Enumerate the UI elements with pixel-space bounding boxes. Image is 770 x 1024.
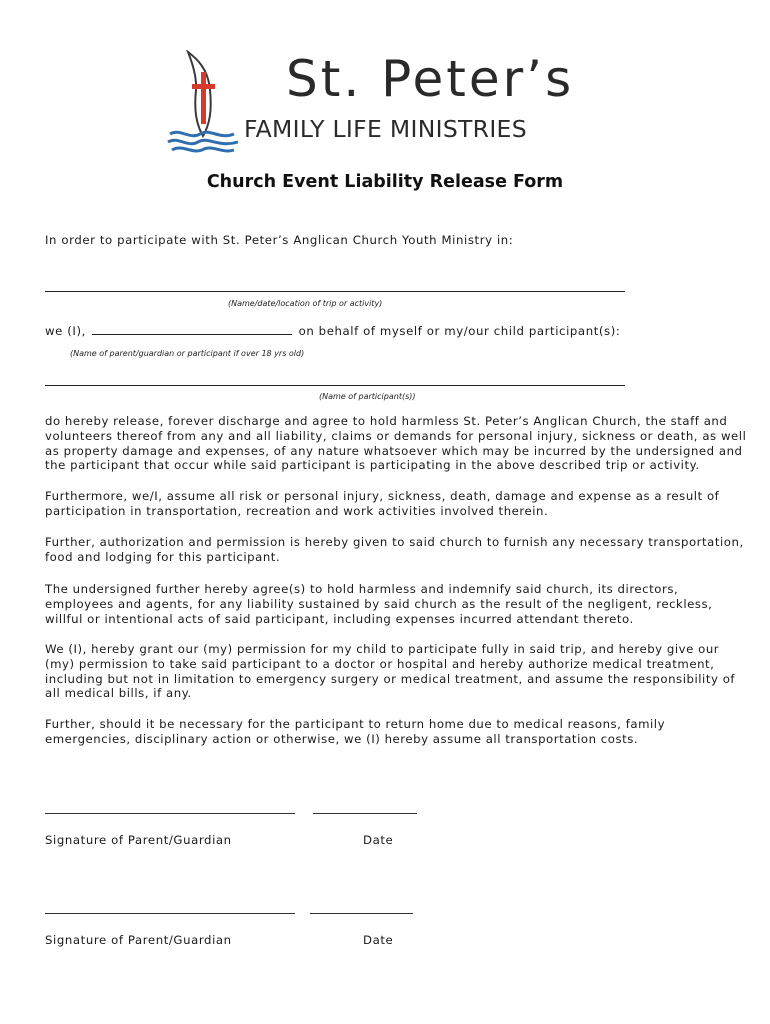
paragraph-line: participation in transportation, recreation and work activities involved therein. [45,503,549,518]
paragraph-line: Furthermore, we/I, assume all risk or personal injury, sickness, death, damage and expense as a result of [45,489,720,503]
paragraph-line: volunteers thereof from any and all liability, claims or demands for personal injury, sickness or death, as well [45,428,747,443]
brand-subtitle: FAMILY LIFE MINISTRIES [244,115,527,143]
participant-name-field[interactable] [45,385,625,386]
paragraph-line: do hereby release, forever discharge and agree to hold harmless St. Peter’s Anglican Church, the staff and [45,414,728,428]
paragraph-line: the participant that occur while said participant is participating in the above described trip or activity. [45,458,700,473]
paragraph-line: Further, should it be necessary for the participant to return home due to medical reasons, family [45,717,666,731]
date-label-1: Date [363,833,394,847]
paragraph-line: emergencies, disciplinary action or otherwise, we (I) hereby assume all transportation costs. [45,731,639,746]
date-field-2[interactable] [310,913,413,914]
paragraph-line: employees and agents, for any liability sustained by said church as the result of the negligent, reckless, [45,596,713,611]
release-paragraph [45,414,747,473]
date-label-2: Date [363,933,394,947]
we-prefix-text: we (I), [45,324,86,338]
signature-field-1[interactable] [45,813,295,814]
paragraph-line: Further, authorization and permission is hereby given to said church to furnish any necessary transportation, [45,535,744,549]
paragraph-line: We (I), hereby grant our (my) permission for my child to participate fully in said trip, and hereby give our [45,642,720,656]
paragraph-line: including but not in limitation to emergency surgery or medical treatment, and assume the responsibility of [45,671,736,686]
paragraph-line: willful or intentional acts of said participant, including expenses incurred attendant thereto. [45,611,634,626]
brand-name: St. Peter’s [286,50,575,108]
parent-name-caption: (Name of parent/guardian or participant if over 18 yrs old) [70,349,305,358]
signature-label-1: Signature of Parent/Guardian [45,833,232,847]
paragraph-line: food and lodging for this participant. [45,549,281,564]
participant-name-caption: (Name of participant(s)) [319,392,416,401]
signature-label-2: Signature of Parent/Guardian [45,933,232,947]
we-suffix-text: on behalf of myself or my/our child participant(s): [298,324,621,338]
transportation-costs-paragraph [45,717,735,747]
paragraph-line: as property damage and expenses, of any nature whatsoever which may be incurred by the undersigned and [45,443,743,458]
date-field-1[interactable] [313,813,417,814]
parent-name-row [45,324,620,339]
trip-activity-caption: (Name/date/location of trip or activity) [228,299,383,308]
signature-field-2[interactable] [45,913,295,914]
fish-cross-waves-icon [166,50,240,155]
paragraph-line: (my) permission to take said participant to a doctor or hospital and hereby authorize medical treatment, [45,656,715,671]
paragraph-line: The undersigned further hereby agree(s) to hold harmless and indemnify said church, its directors, [45,582,679,596]
intro-text: In order to participate with St. Peter’s Anglican Church Youth Ministry in: [45,233,514,247]
parent-name-field[interactable] [92,324,292,335]
medical-paragraph [45,642,735,701]
form-title: Church Event Liability Release Form [206,172,564,192]
paragraph-line: all medical bills, if any. [45,686,192,701]
risk-paragraph [45,489,735,519]
trip-activity-field[interactable] [45,291,625,292]
indemnify-paragraph [45,582,735,626]
authorization-paragraph [45,535,744,565]
